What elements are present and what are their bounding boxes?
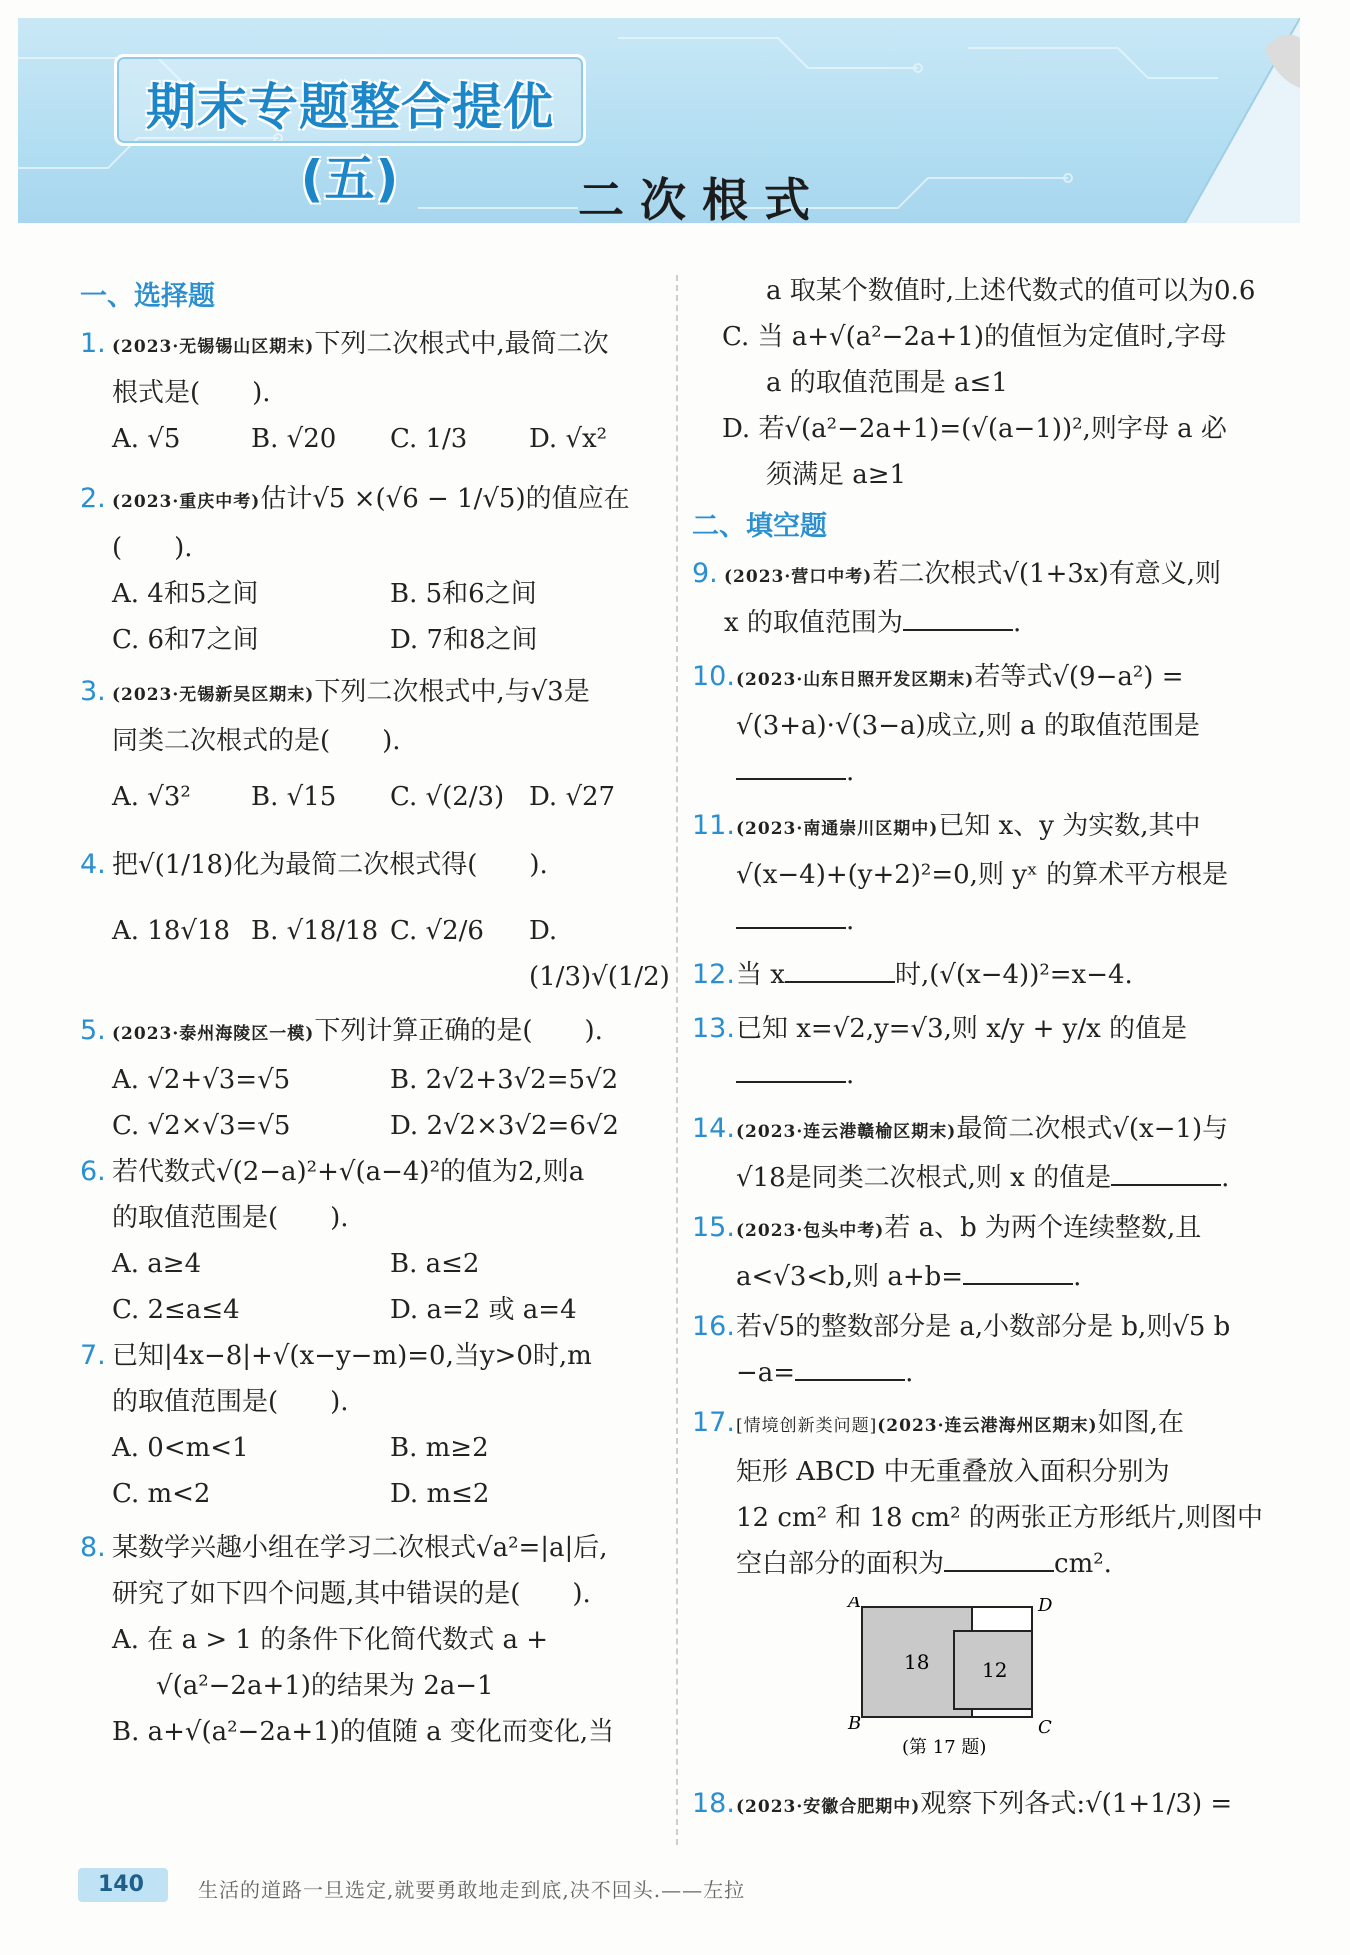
- left-column: [80, 268, 668, 1755]
- option-c: C. 1/3: [390, 424, 468, 454]
- option-c: C. m<2: [112, 1479, 211, 1509]
- question-4: 4. 把√(1/18)化为最简二次根式得( ).: [80, 849, 548, 880]
- option-a: A. √5: [112, 424, 181, 454]
- right-column: [692, 268, 1276, 1830]
- option-a: A. √2+√3=√5: [112, 1065, 291, 1095]
- question-11: 11. (2023·南通崇川区期中)已知 x、y 为实数,其中 √(x−4)+(y+2)²=0,则 yˣ 的算术平方根是 .: [692, 810, 1229, 936]
- question-6-options: [80, 1241, 668, 1333]
- option-a: A. 4和5之间: [112, 579, 259, 609]
- question-6: 6. 若代数式√(2−a)²+√(a−4)²的值为2,则a 的取值范围是( ).: [80, 1156, 585, 1233]
- question-16: 16. 若√5的整数部分是 a,小数部分是 b,则√5 b −a= .: [692, 1311, 1231, 1388]
- series-title: 期末专题整合提优(五): [146, 78, 554, 208]
- option-b: B. √20: [251, 424, 337, 454]
- option-d: D. a=2 或 a=4: [390, 1295, 577, 1325]
- header-banner: [18, 18, 1300, 223]
- question-8-option-a-cont: √(a²−2a+1)的结果为 2a−1: [156, 1671, 494, 1701]
- option-b: B. m≥2: [390, 1433, 489, 1463]
- option-b: B. √18/18: [251, 916, 379, 946]
- option-d: D. √x²: [529, 424, 608, 454]
- question-17: 17. [情境创新类问题](2023·连云港海州区期末)如图,在 矩形 ABCD 中无重叠放入面积分别为 12 cm² 和 18 cm² 的两张正方形纸片,则图中 空白部分的面积为 cm².: [692, 1407, 1264, 1579]
- question-1-options: [80, 416, 668, 462]
- topic-title: 二次根式: [578, 173, 826, 223]
- question-5: 5. (2023·泰州海陵区一模)下列计算正确的是( ).: [80, 1015, 603, 1046]
- answer-blank[interactable]: [785, 957, 895, 983]
- question-15: 15. (2023·包头中考)若 a、b 为两个连续整数,且 a<√3<b,则 a+b= .: [692, 1212, 1202, 1292]
- option-d: D. (1/3)√(1/2): [529, 916, 670, 992]
- option-c: C. 6和7之间: [112, 625, 259, 655]
- answer-blank[interactable]: [903, 605, 1013, 631]
- answer-blank[interactable]: [963, 1259, 1073, 1285]
- option-d: D. 7和8之间: [390, 625, 538, 655]
- answer-blank[interactable]: [736, 903, 846, 929]
- answer-blank[interactable]: [795, 1355, 905, 1381]
- question-8-option-d-cont: 须满足 a≥1: [766, 460, 907, 490]
- question-3-options: [80, 774, 668, 820]
- answer-blank[interactable]: [1111, 1160, 1221, 1186]
- question-12: 12. 当 x 时,(√(x−4))²=x−4.: [692, 959, 1133, 990]
- label-a: A: [848, 1597, 861, 1612]
- figure-caption: (第 17 题): [902, 1737, 987, 1757]
- question-8-option-a: A. 在 a > 1 的条件下化简代数式 a +: [112, 1625, 549, 1655]
- option-a: A. √3²: [112, 782, 191, 812]
- answer-blank[interactable]: [736, 754, 846, 780]
- question-8-option-b-cont: a 取某个数值时,上述代数式的值可以为0.6: [766, 276, 1256, 306]
- option-c: C. 2≤a≤4: [112, 1295, 240, 1325]
- question-7-options: [80, 1425, 668, 1517]
- label-d: D: [1038, 1597, 1053, 1616]
- question-7: 7. 已知|4x−8|+√(x−y−m)=0,当y>0时,m 的取值范围是( ).: [80, 1340, 592, 1417]
- footer-quote: 生活的道路一旦选定,就要勇敢地走到底,决不回头.——左拉: [198, 1878, 746, 1902]
- question-14: 14. (2023·连云港赣榆区期末)最简二次根式√(x−1)与 √18是同类二次根式,则 x 的值是 .: [692, 1113, 1230, 1193]
- answer-blank[interactable]: [736, 1057, 846, 1083]
- section-choice-heading: 一、选择题: [80, 281, 215, 312]
- answer-blank[interactable]: [944, 1546, 1054, 1572]
- page-curl-corner: [1165, 18, 1300, 223]
- option-d: D. √27: [529, 782, 616, 812]
- label-c: C: [1038, 1717, 1052, 1738]
- option-a: A. 0<m<1: [112, 1433, 249, 1463]
- question-8: 8. 某数学兴趣小组在学习二次根式√a²=|a|后, 研究了如下四个问题,其中错误的是( ).: [80, 1532, 608, 1609]
- question-9: 9. (2023·营口中考)若二次根式√(1+3x)有意义,则 x 的取值范围为 .: [692, 558, 1221, 638]
- label-b: B: [848, 1713, 862, 1734]
- option-d: D. m≤2: [390, 1479, 490, 1509]
- option-b: B. a≤2: [390, 1249, 480, 1279]
- option-b: B. 2√2+3√2=5√2: [390, 1065, 619, 1095]
- question-13: 13. 已知 x=√2,y=√3,则 x/y + y/x 的值是.: [692, 1013, 1188, 1090]
- option-c: C. √2×√3=√5: [112, 1111, 291, 1141]
- question-8-option-c-cont: a 的取值范围是 a≤1: [766, 368, 1008, 398]
- option-a: A. a≥4: [112, 1249, 202, 1279]
- question-2: 2. (2023·重庆中考)估计√5 ×(√6 − 1/√5)的值应在 ( ).: [80, 483, 630, 563]
- question-8-option-d: D. 若√(a²−2a+1)=(√(a−1))²,则字母 a 必: [722, 414, 1227, 444]
- question-1: 1. (2023·无锡锡山区期末)下列二次根式中,最简二次 根式是( ).: [80, 328, 609, 408]
- option-b: B. √15: [251, 782, 337, 812]
- figure-17: [842, 1597, 1072, 1757]
- option-c: C. √(2/3): [390, 782, 505, 812]
- question-8-option-b: B. a+√(a²−2a+1)的值随 a 变化而变化,当: [112, 1717, 615, 1747]
- question-3: 3. (2023·无锡新吴区期末)下列二次根式中,与√3是 同类二次根式的是( ).: [80, 676, 590, 756]
- series-title-badge: [114, 54, 586, 208]
- question-2-options: [80, 571, 668, 663]
- option-d: D. 2√2×3√2=6√2: [390, 1111, 619, 1141]
- page-number: 140: [98, 1872, 144, 1897]
- label-18: 18: [904, 1650, 930, 1674]
- option-a: A. 18√18: [112, 916, 231, 946]
- question-4-options: [80, 908, 668, 1000]
- column-divider: [676, 275, 678, 1845]
- question-18: 18. (2023·安徽合肥期中)观察下列各式:√(1+1/3) =: [692, 1788, 1233, 1819]
- label-12: 12: [982, 1658, 1008, 1682]
- question-10: 10. (2023·山东日照开发区期末)若等式√(9−a²) = √(3+a)·√(3−a)成立,则 a 的取值范围是 .: [692, 661, 1200, 787]
- section-fill-heading: 二、填空题: [692, 511, 827, 542]
- option-c: C. √2/6: [390, 916, 484, 946]
- question-5-options: [80, 1057, 668, 1149]
- option-b: B. 5和6之间: [390, 579, 537, 609]
- question-8-option-c: C. 当 a+√(a²−2a+1)的值恒为定值时,字母: [722, 322, 1227, 352]
- rectangle-diagram: [842, 1597, 1072, 1757]
- page-footer: [18, 1862, 1318, 1910]
